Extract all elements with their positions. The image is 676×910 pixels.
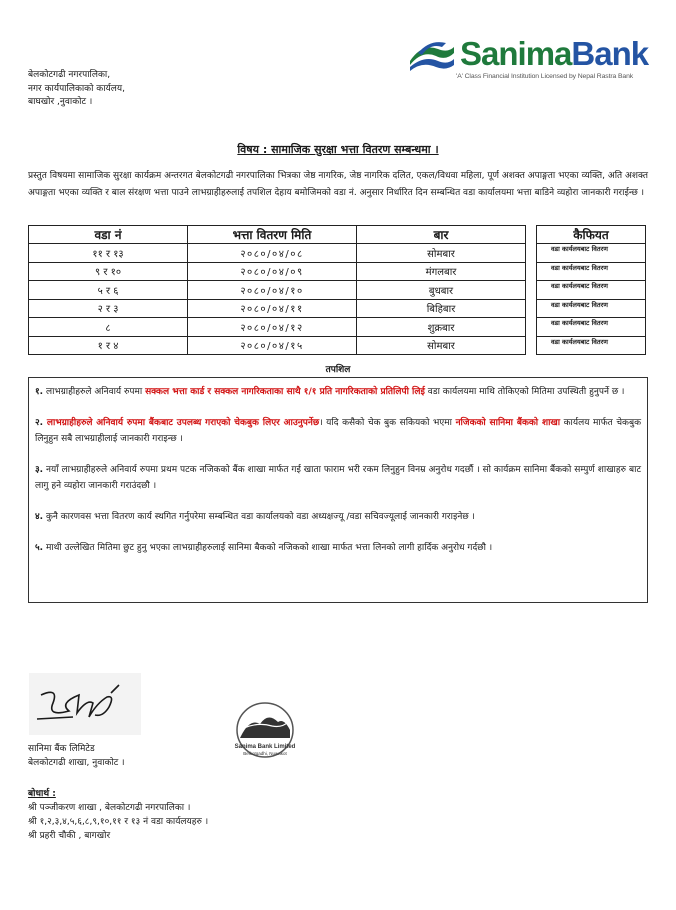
bank-tagline: 'A' Class Financial Institution Licensed by Nepal Rastra Bank [456,73,634,80]
table-row [29,281,646,300]
note-text: कुनै कारणवस भत्ता वितरण कार्य स्थगित गर्नुपरेमा सम्बन्धित वडा कार्यालयको वडा अध्यक्षज्यू /वडा सचिवज्यूलाई जानकारी गराइनेछ । [43,512,475,522]
table-row [29,262,646,281]
note-highlight: लाभग्राहीहरुले अनिवार्य रुपमा बैंकबाट उपलब्ध गराएको चेकबुक लिएर आउनुपर्नेछ [43,418,320,428]
ward-cell: १ र ४ [29,336,188,355]
note-4 [35,509,641,525]
stamp-line-1: Sanima Bank Limited [234,744,296,750]
note-2 [35,415,641,447]
recipient-line: बाघखोर ,नुवाकोट । [28,97,93,107]
col-remark: कैफियत [537,226,646,244]
ward-cell: ५ र ६ [29,281,188,300]
note-text: नयाँ लाभग्राहीहरुले अनिवार्य रुपमा प्रथम पटक नजिकको बैंक शाखा मार्फत गई खाता फाराम भरी रकम लिनुहुन विनम्र अनुरोध गदर्छौ । सो कार्यक्रम सानिमा बैंकको सम्पुर्ण शाखाहरु बाट लागु हने व्यहोरा जानकारी गराउंदछौ । [35,465,641,491]
note-highlight: सक्कल भत्ता कार्ड र सक्कल नागरिकताका साथै १/१ प्रति नागरिकताको प्रतिलिपी लिई [145,387,425,397]
gap-cell [526,281,537,300]
col-ward: वडा नं [29,226,188,244]
intro-paragraph: प्रस्तुत विषयमा सामाजिक सुरक्षा कार्यक्रम अन्तरगत बेलकोटगढी नगरपालिका भित्रका जेष्ठ नागरिक, जेष्ठ नागरिक दलित, एकल/विधवा महिला, पूर्ण अशक्त अपाङ्गता भएका व्यक्ति, अति अशक्त अपाङ्गता भएका व्यक्ति र बाल संरक्षण भत्ता पाउने लाभग्राहीहरुलाई तपशिल देहाय बमोजिमको वडा नं. अनुसार निर्धारित दिन सम्बन्धित वडा कार्यालयमा भत्ता बाडिने व्यहोरा जानकारी गराईन्छ । [28,171,648,198]
col-date: भत्ता वितरण मिति [188,226,357,244]
day-cell: सोमबार [357,336,526,355]
gap-cell [526,336,537,355]
signature-image [29,673,141,735]
bank-name-part2: Bank [571,35,649,72]
recipient-line: बेलकोटगढी नगरपालिका, [28,70,111,80]
ward-cell: २ र ३ [29,299,188,318]
notes-box [28,377,648,603]
date-cell: २०८०/०४/११ [188,299,357,318]
subject-line [0,142,676,157]
remark-cell: वडा कार्यलयबाट वितरण [537,262,646,281]
date-cell: २०८०/०४/०८ [188,244,357,263]
remark-cell: वडा कार्यलयबाट वितरण [537,336,646,355]
note-number: २. [35,418,44,428]
day-cell: मंगलबार [357,262,526,281]
ward-cell: ११ र १३ [29,244,188,263]
table-row [29,318,646,337]
ward-cell: ९ र १० [29,262,188,281]
details-label: तपशिल [325,365,351,375]
col-day: बार [357,226,526,244]
cc-item: श्री पञ्जीकरण शाखा , बेलकोटगढी नगरपालिका । [28,803,191,813]
note-number: ५. [35,543,44,553]
day-cell: बुधबार [357,281,526,300]
cc-heading: बोधार्थ : [28,789,56,799]
bank-stamp [214,700,316,762]
recipient-line: नगर कार्यपालिकाको कार्यलय, [28,83,125,94]
note-text: कार्यलय मार्फत चेकबुक लिनुहुन सबै लाभग्राहीलाई जानकारी गराइन्छ । [35,418,641,444]
table-row [29,244,646,263]
gap-cell [526,244,537,263]
note-number: ४. [35,512,44,522]
note-highlight: नजिकको सानिमा बैंकको शाखा [455,418,561,428]
bank-name [460,35,648,73]
note-text: । यदि कसैको चेक बुक सकियको भएमा [319,418,456,428]
note-5 [35,540,641,556]
remark-cell: वडा कार्यलयबाट वितरण [537,244,646,263]
day-cell: शुक्रबार [357,318,526,337]
day-cell: सोमबार [357,244,526,263]
ward-cell: ८ [29,318,188,337]
cc-item: श्री १,२,३,४,५,६,८,९,१०,११ र १३ नं वडा कार्यलयहरु । [28,817,209,827]
recipient-address [28,69,125,110]
distribution-schedule-table [28,225,646,355]
date-cell: २०८०/०४/१० [188,281,357,300]
table-header-row [29,226,646,244]
table-row [29,336,646,355]
signatory-line: बेलकोटगढी शाखा, नुवाकोट । [28,758,125,768]
note-1 [35,384,641,400]
note-text: लाभग्राहीहरुले अनिवार्य रुपमा [43,387,146,397]
remark-cell: वडा कार्यलयबाट वितरण [537,281,646,300]
sanima-logo-icon [408,39,456,73]
stamp-line-2: Belkotgadhi, Nuwakot [243,751,287,756]
note-text: माथी उल्लेखित मितिमा छुट हुनु भएका लाभग्राहीहरुलाई सानिमा बैकको नजिकको शाखा मार्फत भत्ता लिनको लागी हार्दिक अनुरोध गर्दछौ । [43,543,493,553]
remark-cell: वडा कार्यलयबाट वितरण [537,299,646,318]
date-cell: २०८०/०४/१२ [188,318,357,337]
cc-item: श्री प्रहरी चौकी , बागखोर [28,831,111,841]
bank-name-part1: Sanima [460,35,572,72]
remark-cell: वडा कार्यलयबाट वितरण [537,318,646,337]
date-cell: २०८०/०४/१५ [188,336,357,355]
note-text: वडा कार्यलयमा माथि तोकिएको मितिमा उपस्थिती हुनुपर्ने छ । [424,387,625,397]
table-row [29,299,646,318]
gap-cell [526,299,537,318]
bank-logo [408,37,653,87]
subject-text: विषय : सामाजिक सुरक्षा भत्ता वितरण सम्बन्धमा । [237,143,439,156]
date-cell: २०८०/०४/०९ [188,262,357,281]
signatory-line: सानिमा बैंक लिमिटेड [28,744,95,754]
note-number: ३. [35,465,44,475]
gap-cell [526,262,537,281]
note-number: १. [35,387,44,397]
cc-block [28,787,208,843]
gap-cell [526,318,537,337]
signatory-block [28,742,125,770]
note-3 [35,462,641,494]
day-cell: बिहिबार [357,299,526,318]
col-gap [526,226,537,244]
